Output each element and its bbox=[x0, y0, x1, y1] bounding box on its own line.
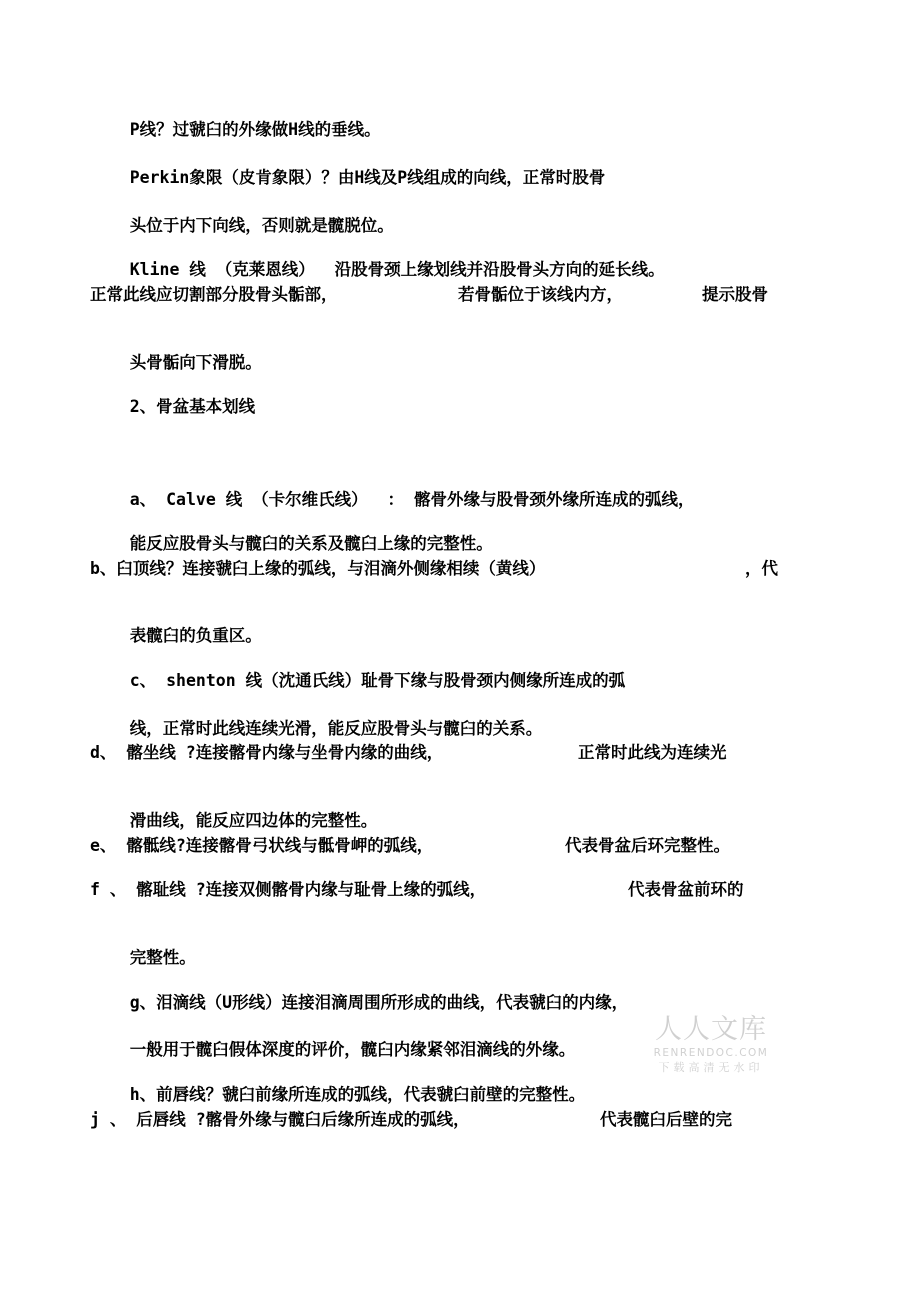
text-segment: 能反应股骨头与髋臼的关系及髋臼上缘的完整性。 bbox=[129, 534, 493, 553]
text-segment: f 、 髂耻线 ?连接双侧髂骨内缘与耻骨上缘的弧线， bbox=[90, 880, 487, 899]
text-segment: 代表髋臼后壁的完 bbox=[600, 1110, 732, 1129]
text-line bbox=[90, 285, 810, 305]
text-segment: h、前唇线？虢臼前缘所连成的弧线，代表虢臼前壁的完整性。 bbox=[129, 1085, 586, 1104]
text-segment: P线？过虢臼的外缘做H线的垂线。 bbox=[129, 120, 381, 139]
text-segment: 2、骨盆基本划线 bbox=[129, 397, 256, 416]
text-line bbox=[90, 743, 810, 763]
text-line bbox=[90, 1110, 810, 1130]
text-segment: e、 髂骶线?连接髂骨弓状线与骶骨岬的弧线， bbox=[90, 836, 434, 855]
text-segment: 表髋臼的负重区。 bbox=[129, 626, 262, 645]
watermark-url: RENRENDOC.COM bbox=[653, 1047, 769, 1059]
text-line bbox=[90, 836, 810, 856]
text-segment: c、 shenton 线（沈通氏线）耻骨下缘与股骨颈内侧缘所连成的弧 bbox=[129, 671, 626, 690]
section-heading bbox=[90, 377, 255, 437]
text-segment: ，代 bbox=[745, 559, 778, 578]
text-segment: 若骨骺位于该线内方， bbox=[458, 285, 623, 304]
watermark-subtitle: 下载高清无水印 bbox=[658, 1061, 764, 1074]
text-segment: a、 Calve 线 （卡尔维氏线） ： 髂骨外缘与股骨颈外缘所连成的弧线， bbox=[129, 490, 695, 509]
watermark-title: 人人文库 bbox=[655, 1014, 767, 1045]
text-segment: 代表骨盆后环完整性。 bbox=[565, 836, 730, 855]
text-segment: 头位于内下向线，否则就是髋脱位。 bbox=[129, 216, 394, 235]
text-segment: d、 髂坐线 ?连接髂骨内缘与坐骨内缘的曲线， bbox=[90, 743, 444, 762]
text-segment: 完整性。 bbox=[129, 948, 196, 967]
text-line bbox=[90, 880, 810, 900]
text-segment: 正常时此线为连续光 bbox=[578, 743, 727, 762]
text-segment: 正常此线应切割部分股骨头骺部， bbox=[90, 285, 338, 304]
text-segment: 头骨骺向下滑脱。 bbox=[129, 353, 262, 372]
text-segment: 一般用于髋臼假体深度的评价，髋臼内缘紧邻泪滴线的外缘。 bbox=[129, 1040, 576, 1059]
text-segment: Kline 线 （克莱恩线） 沿股骨颈上缘划线并沿股骨头方向的延长线。 bbox=[129, 260, 665, 279]
text-segment: Perkin象限（皮肯象限）？由H线及P线组成的向线，正常时股骨 bbox=[129, 168, 606, 187]
text-segment: 代表骨盆前环的 bbox=[628, 880, 744, 899]
text-segment: 线，正常时此线连续光滑，能反应股骨头与髋臼的关系。 bbox=[129, 719, 543, 738]
text-segment: b、臼顶线？连接虢臼上缘的弧线，与泪滴外侧缘相续（黄线） bbox=[90, 559, 546, 578]
text-line bbox=[90, 559, 810, 579]
text-segment: j 、 后唇线 ?髂骨外缘与髋臼后缘所连成的弧线， bbox=[90, 1110, 470, 1129]
watermark-logo bbox=[646, 1014, 776, 1076]
text-segment: 滑曲线，能反应四边体的完整性。 bbox=[129, 811, 378, 830]
text-segment: g、泪滴线（U形线）连接泪滴周围所形成的曲线，代表虢臼的内缘， bbox=[129, 993, 629, 1012]
text-segment: 提示股骨 bbox=[702, 285, 768, 304]
